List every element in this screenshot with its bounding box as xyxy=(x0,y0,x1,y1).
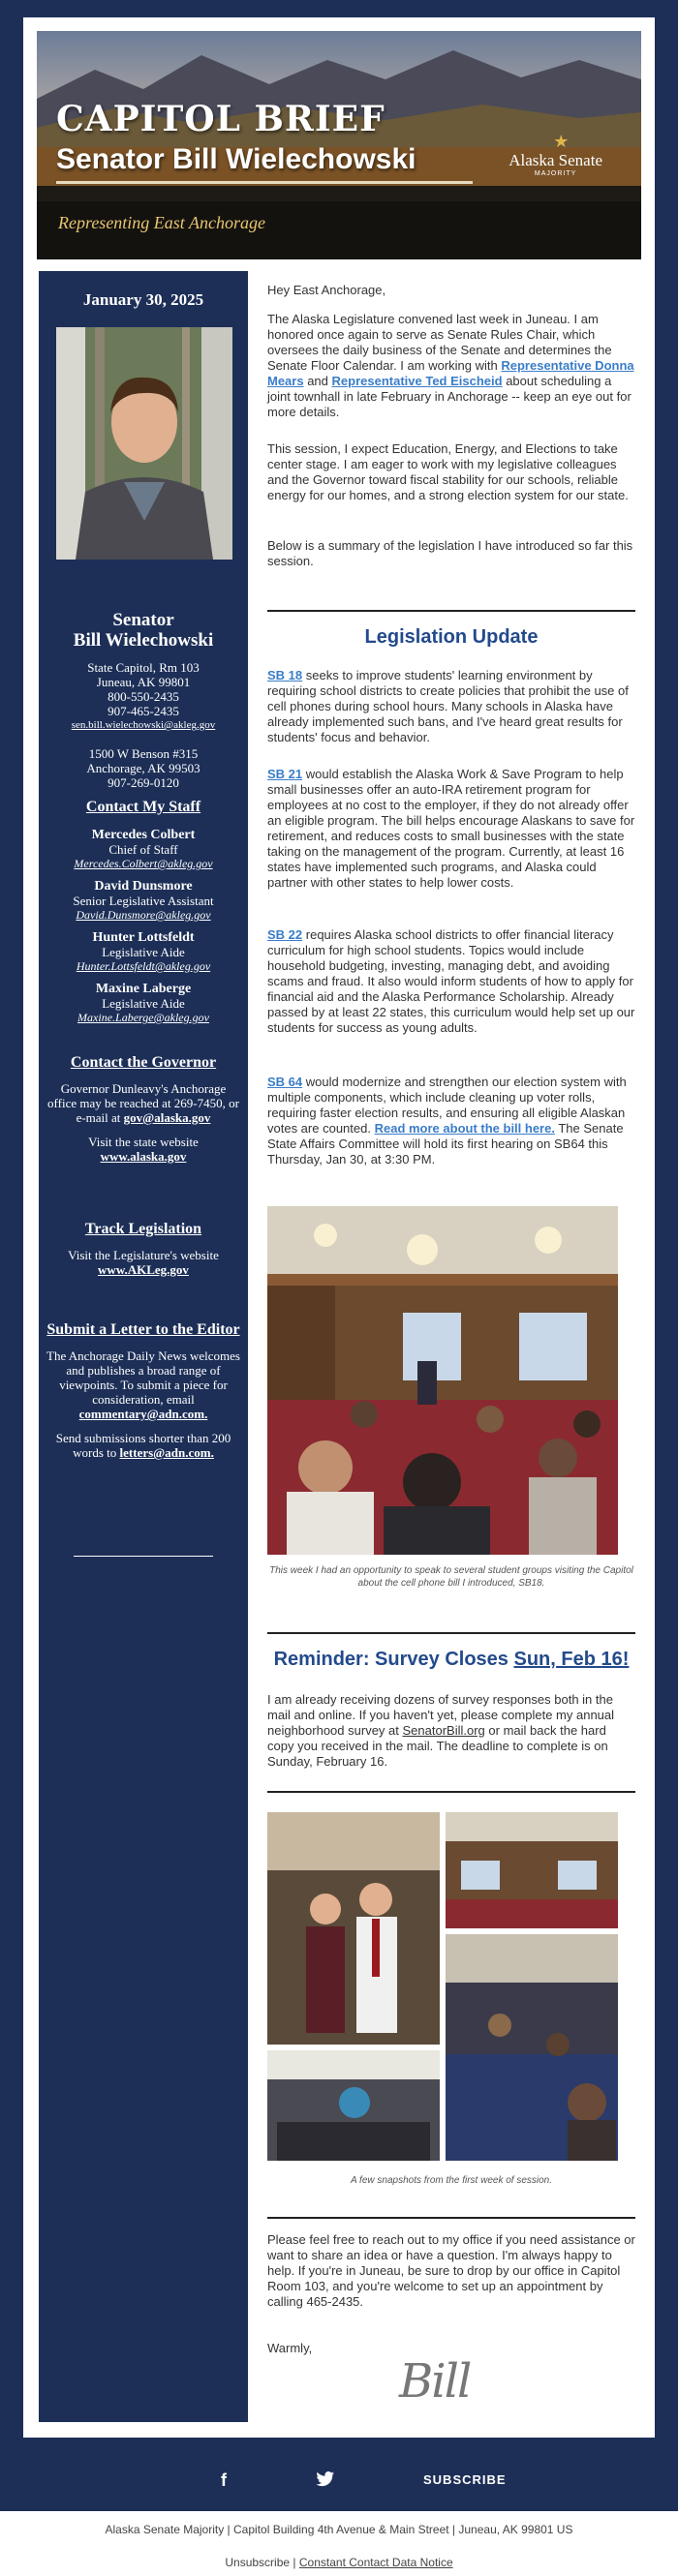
staff-email-link[interactable]: Hunter.Lottsfeldt@akleg.gov xyxy=(76,959,211,973)
section-divider xyxy=(267,610,635,612)
star-icon: ★ xyxy=(553,132,570,151)
governor-block xyxy=(46,1053,240,1164)
sb18-paragraph xyxy=(267,668,635,745)
survey-text-end: or mail back the hard copy you received in the mail. The deadline to complete is on Sunday, February 16. xyxy=(267,1723,608,1769)
letter-heading: Submit a Letter to the Editor xyxy=(46,1321,240,1338)
survey-website-link[interactable]: SenatorBill.org xyxy=(402,1723,485,1738)
subscribe-link[interactable]: SUBSCRIBE xyxy=(423,2472,507,2487)
staff-heading: Contact My Staff xyxy=(85,799,201,815)
banner-tagline: Representing East Anchorage xyxy=(58,213,265,232)
sidebar-divider xyxy=(74,1556,213,1557)
photo2-caption: A few snapshots from the first week of session. xyxy=(350,2175,553,2186)
district-phone: 907-269-0120 xyxy=(108,775,179,790)
staff-name: Mercedes Colbert xyxy=(91,828,196,842)
intro-paragraph-3: Below is a summary of the legislation I have introduced so far this session. xyxy=(267,538,633,568)
sidebar-senator-title: Senator xyxy=(112,610,174,630)
staff-name: Maxine Laberge xyxy=(95,982,192,996)
letter-description: The Anchorage Daily News welcomes and publishes a broad range of viewpoints. To submit a piece for consideration, email xyxy=(46,1349,240,1407)
survey-paragraph xyxy=(267,1692,635,1770)
sb21-text: would establish the Alaska Work & Save Program to help small businesses offer an auto-IRA retirement program for employees at no cost to the employer, if they do not already offer an eligible program. The bill helps encourage Alaskans to save for retirement, and reduces costs to small businesses with the state taking on the management of the program. Currently, at least 16 states have implemented such programs, and Alaska could partner with other states to help lower costs. xyxy=(267,767,635,890)
governor-website-link[interactable]: www.alaska.gov xyxy=(100,1149,187,1164)
section-divider xyxy=(267,1632,635,1634)
footer-links xyxy=(0,2556,678,2569)
governor-visit-text: Visit the state website xyxy=(88,1135,199,1149)
logo-subtext: MAJORITY xyxy=(534,170,577,177)
student-groups-photo xyxy=(267,1206,618,1555)
sidebar xyxy=(39,271,248,2422)
sb64-paragraph xyxy=(267,1075,635,1167)
photo1-caption: This week I had an opportunity to speak to several student groups visiting the Capitol about the cell phone bill I introduced, SB18. xyxy=(269,1565,633,1589)
track-heading: Track Legislation xyxy=(84,1221,202,1237)
section-divider xyxy=(267,2217,635,2219)
sb21-link[interactable]: SB 21 xyxy=(267,767,303,781)
sb64-read-more-link[interactable]: Read more about the bill here. xyxy=(374,1121,555,1136)
issue-date: January 30, 2025 xyxy=(82,290,204,309)
intro-paragraph-1 xyxy=(267,312,635,420)
section-divider xyxy=(267,1791,635,1793)
footer-address: Alaska Senate Majority | Capitol Building 4th Avenue & Main Street | Juneau, AK 99801 US xyxy=(105,2523,573,2536)
senator-portrait xyxy=(56,327,232,560)
akleg-website-link[interactable]: www.AKLeg.gov xyxy=(98,1262,189,1277)
rep-mears-link[interactable]: Representative Donna Mears xyxy=(267,358,634,388)
letters-email-link[interactable]: letters@adn.com. xyxy=(119,1445,214,1460)
greeting: Hey East Anchorage, xyxy=(267,283,386,297)
survey-heading xyxy=(267,1649,635,1670)
newsletter-card xyxy=(23,17,655,2438)
staff-name: Hunter Lottsfeldt xyxy=(92,930,195,945)
cc-data-notice-link[interactable]: Constant Contact Data Notice xyxy=(298,2556,453,2569)
legislation-heading: Legislation Update xyxy=(364,626,539,648)
staff-email-link[interactable]: Maxine.Laberge@akleg.gov xyxy=(77,1011,209,1024)
header-banner xyxy=(37,31,641,259)
letter-text xyxy=(46,1349,240,1421)
newsletter-title: CAPITOL BRIEF xyxy=(56,99,385,139)
phone-juneau: 907-465-2435 xyxy=(108,704,179,718)
sb22-text: requires Alaska school districts to offer financial literacy curriculum for high school students. Topics would include household budgeting, investing, managing debt, and avoiding scams and fraud. It also would inform students of how to apply for financial aid and the Alaska Performance Scholarship. Already passed by at least 22 states, this curriculum would help set up our students for success as young adults. xyxy=(267,927,635,1035)
banner-divider xyxy=(56,181,473,184)
survey-heading-text: Reminder: Survey Closes xyxy=(273,1649,508,1670)
commentary-email-link[interactable]: commentary@adn.com. xyxy=(78,1407,208,1421)
staff-email-link[interactable]: David.Dunsmore@akleg.gov xyxy=(76,908,211,922)
footer-separator: | xyxy=(293,2556,296,2569)
sb64-text: would modernize and strengthen our election system with multiple components, which include cleaning up voter rolls, requiring faster election results, and ensuring all eligible Alaskan votes are counted. xyxy=(267,1075,627,1136)
staff-role: Senior Legislative Assistant xyxy=(73,894,214,908)
phone-tollfree: 800-550-2435 xyxy=(108,689,179,704)
staff-email-link[interactable]: Mercedes.Colbert@akleg.gov xyxy=(74,857,213,870)
survey-text: I am already receiving dozens of survey responses both in the mail and online. If you haven't yet, please complete my annual neighborhood survey at xyxy=(267,1692,615,1738)
intro-paragraph-2: This session, I expect Education, Energy, and Elections to take center stage. I am eager to work with my legislative colleagues and the Governor toward fiscal stability for our schools, reliable energy for our homes, and a strong election system for our state. xyxy=(267,441,629,502)
governor-heading: Contact the Governor xyxy=(70,1054,217,1071)
signoff: Warmly, xyxy=(267,2341,313,2355)
governor-email-link[interactable]: gov@alaska.gov xyxy=(123,1110,211,1125)
intro-and: and xyxy=(307,374,328,388)
staff-block xyxy=(46,798,240,1025)
sb18-text: seeks to improve students' learning environment by requiring school districts to create policies that prohibit the use of cell phones during school hours. Many schools in Alaska have already implemented such bans, and I've heard great results for students' focus and behavior. xyxy=(267,668,629,744)
track-text: Visit the Legislature's website xyxy=(68,1248,219,1262)
track-legislation-block xyxy=(46,1220,240,1277)
logo-text: Alaska Senate xyxy=(508,151,602,169)
staff-role: Legislative Aide xyxy=(102,996,185,1011)
staff-name: David Dunsmore xyxy=(94,879,193,894)
twitter-icon[interactable] xyxy=(316,2470,335,2493)
social-bar xyxy=(0,2459,678,2507)
intro-text: The Alaska Legislature convened last week in Juneau. I am honored once again to serve as Senate Rules Chair, which oversees the daily business of the Senate and determines the Senate Floor Calendar. I am working with xyxy=(267,312,612,373)
letter-editor-block xyxy=(46,1320,240,1460)
staff-role: Chief of Staff xyxy=(108,842,178,857)
governor-description: Governor Dunleavy's Anchorage office may be reached at 269-7450, or e-mail at xyxy=(47,1081,239,1125)
senator-contact-block xyxy=(46,610,240,790)
senator-email-link[interactable]: sen.bill.wielechowski@akleg.gov xyxy=(71,719,216,731)
governor-text xyxy=(46,1081,240,1125)
intro-text-end: about scheduling a joint townhall in late February in Anchorage -- keep an eye out for more details. xyxy=(267,374,632,419)
staff-role: Legislative Aide xyxy=(102,945,185,959)
address-line: Juneau, AK 99801 xyxy=(96,675,191,689)
sb21-paragraph xyxy=(267,767,635,891)
sb64-link[interactable]: SB 64 xyxy=(267,1075,303,1089)
rep-eischeid-link[interactable]: Representative Ted Eischeid xyxy=(331,374,503,388)
district-address-line: 1500 W Benson #315 xyxy=(88,746,199,761)
signature: Bill xyxy=(399,2354,471,2409)
closing-paragraph: Please feel free to reach out to my office if you need assistance or want to share an idea or have a question. I'm always happy to help. If you're in Juneau, be sure to drop by our office in Capitol Room 103, and you're welcome to set up an appointment by calling 465-2435. xyxy=(267,2232,635,2309)
letter-text-2 xyxy=(46,1431,240,1460)
session-collage xyxy=(267,1812,618,2161)
sb22-link[interactable]: SB 22 xyxy=(267,927,303,942)
letter-description-2: Send submissions shorter than 200 words to xyxy=(55,1431,231,1460)
sb22-paragraph xyxy=(267,927,635,1036)
senator-name-banner: Senator Bill Wielechowski xyxy=(56,143,416,175)
sb64-hearing-text: The Senate State Affairs Committee will hold its first hearing on SB64 this Thursday, Jan 30, at 3:30 PM. xyxy=(267,1121,624,1167)
sb18-link[interactable]: SB 18 xyxy=(267,668,303,682)
unsubscribe-link[interactable]: Unsubscribe xyxy=(225,2556,291,2569)
district-address-line: Anchorage, AK 99503 xyxy=(86,761,200,775)
facebook-icon[interactable]: f xyxy=(221,2470,227,2490)
survey-date: Sun, Feb 16! xyxy=(513,1649,630,1670)
alaska-senate-logo xyxy=(508,132,602,177)
address-line: State Capitol, Rm 103 xyxy=(87,660,200,675)
sidebar-senator-name: Bill Wielechowski xyxy=(73,630,214,651)
footer xyxy=(0,2511,678,2576)
